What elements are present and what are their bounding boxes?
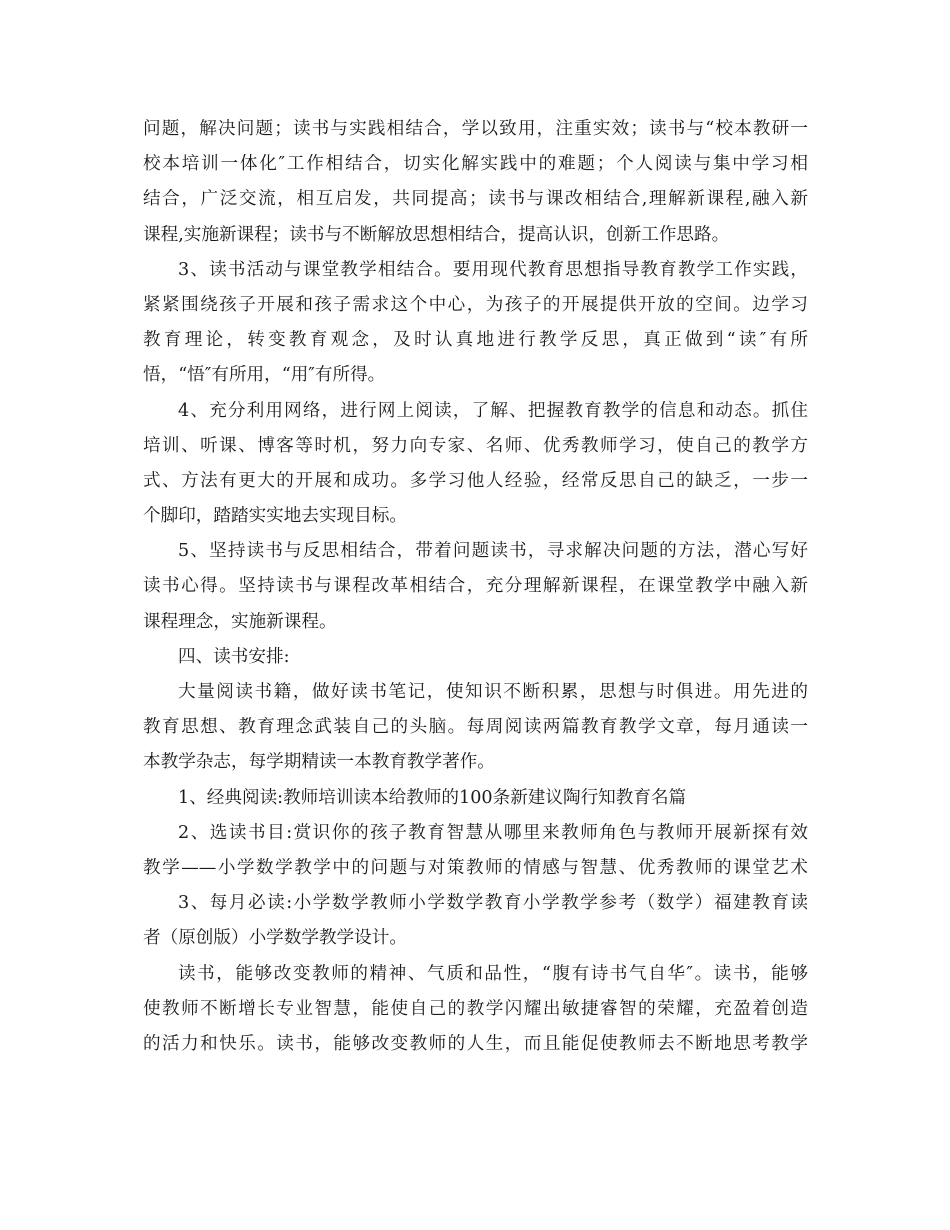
text-line: 校本培训一体化″工作相结合，切实化解实践中的难题；个人阅读与集中学习相 (143, 154, 808, 175)
text-line: 的活力和快乐。读书，能够改变教师的人生，而且能促使教师去不断地思考教学 (143, 1033, 808, 1054)
text-line: 者（原创版）小学数学教学设计。 (143, 928, 407, 949)
text-line: 读书心得。坚持读书与课程改革相结合，充分理解新课程，在课堂教学中融入新 (143, 576, 808, 597)
text-line: 四、读书安排: (178, 646, 290, 667)
text-line: 1、经典阅读:教师培训读本给教师的100条新建议陶行知教育名篇 (178, 787, 687, 808)
text-line: 教育理论，转变教育观念，及时认真地进行教学反思，真正做到“读″有所 (143, 330, 808, 351)
text-line: 式、方法有更大的开展和成功。多学习他人经验，经常反思自己的缺乏，一步一 (143, 470, 808, 491)
text-line: 大量阅读书籍，做好读书笔记，使知识不断积累，思想与时俱进。用先进的 (178, 682, 808, 702)
text-line: 悟，“悟″有所用，“用″有所得。 (143, 365, 386, 386)
text-line: 4、充分利用网络，进行网上阅读，了解、把握教育教学的信息和动态。抓住 (178, 400, 808, 421)
text-line: 5、坚持读书与反思相结合，带着问题读书，寻求解决问题的方法，潜心写好 (178, 541, 808, 562)
text-line: 3、读书活动与课堂教学相结合。要用现代教育思想指导教育教学工作实践， (178, 259, 808, 280)
text-line: 培训、听课、博客等时机，努力向专家、名师、优秀教师学习，使自己的教学方 (143, 435, 808, 456)
document-page (143, 112, 808, 1062)
text-line: 读书，能够改变教师的精神、气质和品性，“腹有诗书气自华″。读书，能够 (178, 963, 808, 984)
text-line: 问题，解决问题；读书与实践相结合，学以致用，注重实效；读书与“校本教研一 (143, 119, 808, 139)
text-line: 个脚印，踏踏实实地去实现目标。 (143, 506, 407, 527)
text-line: 结合，广泛交流，相互启发，共同提高；读书与课改相结合,理解新课程,融入新 (143, 189, 808, 210)
text-line: 课程,实施新课程；读书与不断解放思想相结合，提高认识，创新工作思路。 (143, 224, 730, 245)
text-line: 紧紧围绕孩子开展和孩子需求这个中心，为孩子的开展提供开放的空间。边学习 (143, 294, 808, 315)
text-line: 课程理念，实施新课程。 (143, 611, 337, 632)
text-line: 2、选读书目:赏识你的孩子教育智慧从哪里来教师角色与教师开展新探有效 (178, 822, 808, 843)
text-line: 3、每月必读:小学数学教师小学数学教育小学教学参考（数学）福建教育读 (178, 893, 808, 914)
text-line: 教学——小学数学教学中的问题与对策教师的情感与智慧、优秀教师的课堂艺术 (143, 857, 808, 878)
text-line: 本教学杂志，每学期精读一本教育教学著作。 (143, 752, 495, 773)
text-line: 使教师不断增长专业智慧，能使自己的教学闪耀出敏捷睿智的荣耀，充盈着创造 (143, 998, 808, 1019)
text-line: 教育思想、教育理念武装自己的头脑。每周阅读两篇教育教学文章，每月通读一 (143, 717, 808, 738)
